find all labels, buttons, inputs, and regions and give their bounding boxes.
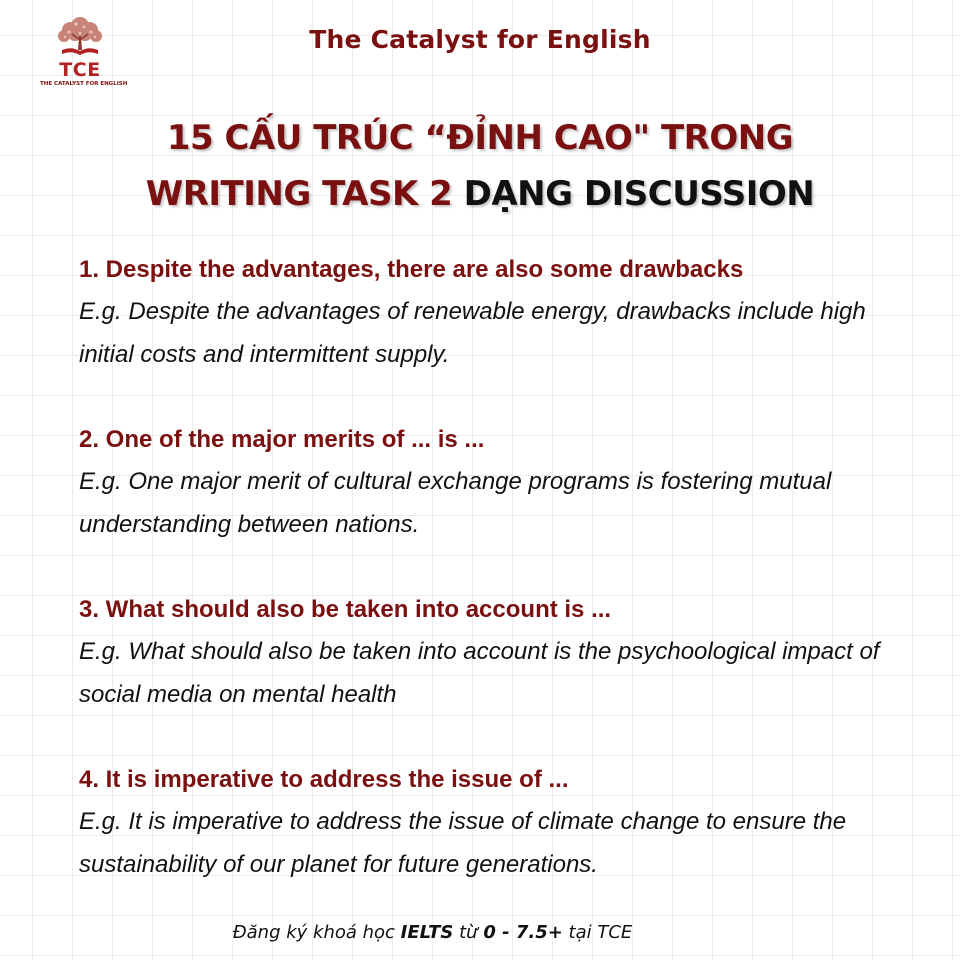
structure-heading: 1. Despite the advantages, there are also some drawbacks	[79, 256, 744, 283]
structure-heading: 2. One of the major merits of ... is ...	[79, 426, 485, 453]
logo-abbreviation: TCE	[59, 59, 101, 81]
structure-list	[79, 250, 919, 930]
list-item	[79, 760, 919, 930]
footer-text-3: tại TCE	[562, 922, 633, 943]
structure-example: E.g. What should also be taken into account is the psychoological impact of social media on mental health	[79, 638, 880, 708]
footer-course: IELTS	[400, 922, 454, 943]
structure-example: E.g. One major merit of cultural exchange programs is fostering mutual understanding between nations.	[79, 468, 832, 538]
structure-heading: 3. What should also be taken into account is ...	[79, 596, 612, 623]
page-title	[0, 110, 960, 222]
structure-example: E.g. It is imperative to address the issue of climate change to ensure the sustainability of our planet for future generations.	[79, 808, 847, 878]
list-item	[79, 420, 919, 590]
title-line-2-red: WRITING TASK 2	[145, 174, 453, 214]
title-line-1: 15 CẤU TRÚC “ĐỈNH CAO" TRONG	[166, 118, 794, 158]
logo-full-name: THE CATALYST FOR ENGLISH	[40, 81, 128, 87]
structure-heading: 4. It is imperative to address the issue of ...	[79, 766, 569, 793]
footer-text-1: Đăng ký khoá học	[232, 922, 401, 943]
structure-example: E.g. Despite the advantages of renewable energy, drawbacks include high initial costs and intermittent supply.	[79, 298, 866, 368]
title-line-2	[0, 166, 960, 222]
footer-cta	[0, 922, 865, 943]
footer-score-range: 0 - 7.5+	[483, 922, 563, 943]
brand-name: The Catalyst for English	[309, 25, 651, 54]
list-item	[79, 590, 919, 760]
list-item	[79, 250, 919, 420]
footer-text-2: từ	[453, 922, 484, 943]
title-line-2-dark: DẠNG DISCUSSION	[463, 174, 815, 214]
